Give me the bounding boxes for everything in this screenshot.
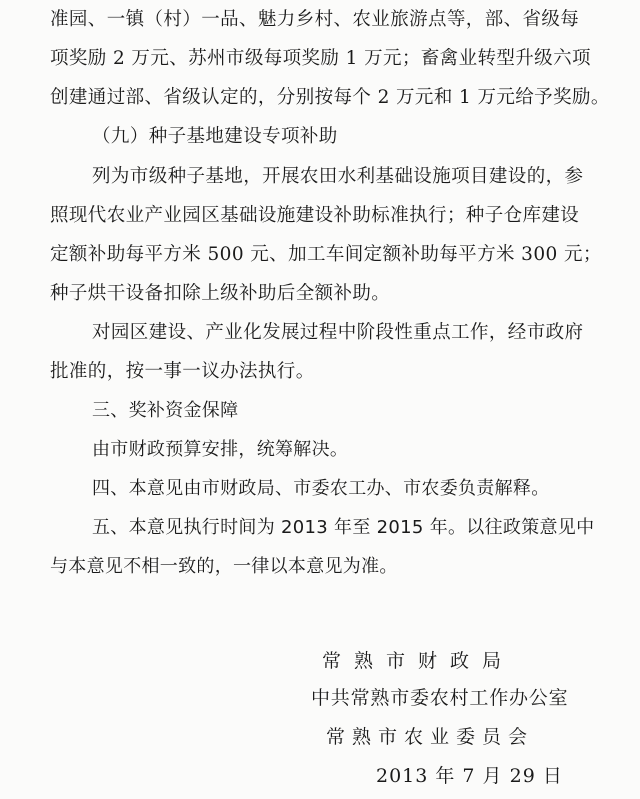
signature-rural-work-office: 中共常熟市委农村工作办公室 (311, 687, 569, 709)
body-line-6: 照现代农业产业园区基础设施建设补助标准执行；种子仓库建设 (50, 205, 580, 226)
body-line-2: 项奖励 2 万元、苏州市级每项奖励 1 万元；畜禽业转型升级六项 (50, 48, 591, 69)
body-line-7: 定额补助每平方米 500 元、加工车间定额补助每平方米 300 元； (50, 244, 602, 265)
section-heading-seed-base: （九）种子基地建设专项补助 (92, 126, 338, 147)
signature-date: 2013 年 7 月 29 日 (376, 765, 563, 787)
body-line-1: 准园、一镇（村）一品、魅力乡村、农业旅游点等，部、省级每 (50, 9, 580, 30)
body-line-3: 创建通过部、省级认定的，分别按每个 2 万元和 1 万元给予奖励。 (50, 87, 610, 108)
signature-finance-bureau: 常熟市财政局 (322, 650, 515, 672)
section-interpretation: 四、本意见由市财政局、市委农工办、市农委负责解释。 (92, 478, 550, 499)
section-effective-period: 五、本意见执行时间为 2013 年至 2015 年。以往政策意见中 (92, 517, 595, 538)
section-heading-funding: 三、奖补资金保障 (92, 400, 239, 421)
body-line-10: 批准的，按一事一议办法执行。 (50, 361, 315, 382)
body-line-8: 种子烘干设备扣除上级补助后全额补助。 (50, 283, 391, 304)
signature-agriculture-committee: 常熟市农业委员会 (326, 726, 535, 748)
body-line-funding: 由市财政预算安排，统筹解决。 (92, 439, 349, 460)
body-line-5: 列为市级种子基地，开展农田水利基础设施项目建设的，参 (92, 166, 584, 187)
body-line-effective-cont: 与本意见不相一致的，一律以本意见为准。 (50, 556, 398, 577)
body-line-9: 对园区建设、产业化发展过程中阶段性重点工作，经市政府 (92, 322, 584, 343)
